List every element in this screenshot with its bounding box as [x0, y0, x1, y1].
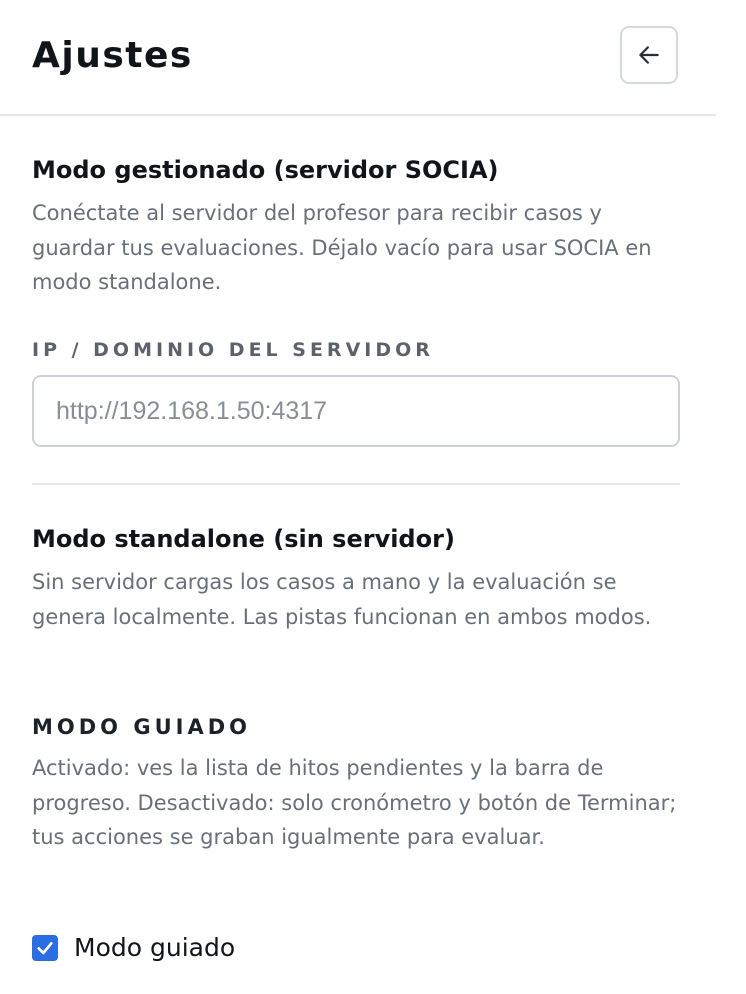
guided-mode-checkbox[interactable]: [32, 935, 58, 961]
back-button[interactable]: [620, 26, 678, 84]
server-field-label: IP / DOMINIO DEL SERVIDOR: [32, 339, 434, 361]
section-divider: [32, 483, 680, 485]
settings-header: [0, 0, 716, 116]
standalone-mode-description: Sin servidor cargas los casos a mano y la evaluación se genera localmente. Las pistas funcionan en ambos modos.: [32, 570, 652, 629]
server-address-input[interactable]: [32, 375, 680, 447]
managed-mode-section: [32, 154, 680, 300]
guided-mode-section: [32, 741, 680, 855]
guided-mode-toggle[interactable]: [32, 930, 235, 966]
standalone-mode-section: [32, 523, 680, 634]
checkmark-icon: [35, 938, 55, 958]
guided-mode-heading: MODO GUIADO: [32, 715, 251, 739]
standalone-mode-title: Modo standalone (sin servidor): [32, 525, 455, 553]
page-title: Ajustes: [32, 35, 193, 76]
guided-mode-description: Activado: ves la lista de hitos pendientes y la barra de progreso. Desactivado: solo cronómetro y botón de Terminar; tus acciones se graban igualmente para evaluar.: [32, 756, 677, 849]
guided-mode-checkbox-label: Modo guiado: [74, 933, 236, 962]
arrow-left-icon: [636, 42, 662, 68]
managed-mode-description: Conéctate al servidor del profesor para recibir casos y guardar tus evaluaciones. Déjalo vacío para usar SOCIA en modo standalone.: [32, 201, 652, 294]
managed-mode-title: Modo gestionado (servidor SOCIA): [32, 156, 499, 184]
